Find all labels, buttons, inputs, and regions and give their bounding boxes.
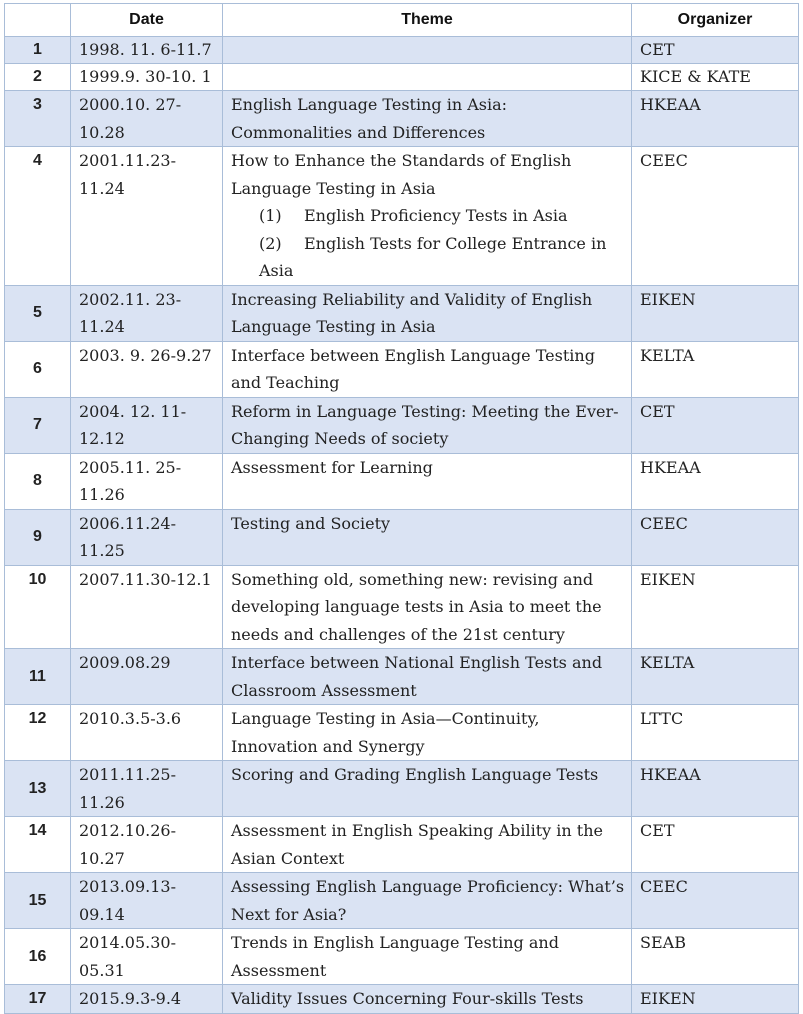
row-number: 6 (5, 341, 71, 397)
row-theme: Scoring and Grading English Language Tests (223, 761, 632, 817)
row-number: 15 (5, 873, 71, 929)
row-organizer: HKEAA (632, 453, 799, 509)
row-number: 5 (5, 285, 71, 341)
row-theme: Reform in Language Testing: Meeting the Ever-Changing Needs of society (223, 397, 632, 453)
row-theme (223, 147, 632, 286)
table-row (5, 285, 799, 341)
row-number: 8 (5, 453, 71, 509)
subitem-text: English Proficiency Tests in Asia (304, 206, 568, 225)
table-row (5, 397, 799, 453)
row-organizer: KELTA (632, 341, 799, 397)
row-date: 2003. 9. 26-9.27 (71, 341, 223, 397)
row-number: 13 (5, 761, 71, 817)
row-organizer: EIKEN (632, 985, 799, 1014)
row-organizer: CEEC (632, 147, 799, 286)
row-organizer: CEEC (632, 509, 799, 565)
row-number: 11 (5, 649, 71, 705)
row-theme: Increasing Reliability and Validity of English Language Testing in Asia (223, 285, 632, 341)
row-organizer: HKEAA (632, 91, 799, 147)
row-date: 2001.11.23-11.24 (71, 147, 223, 286)
row-theme: Testing and Society (223, 509, 632, 565)
row-theme: Trends in English Language Testing and Assessment (223, 929, 632, 985)
header-row (5, 4, 799, 37)
row-number: 17 (5, 985, 71, 1014)
row-date: 2004. 12. 11-12.12 (71, 397, 223, 453)
row-theme: Language Testing in Asia—Continuity, Innovation and Synergy (223, 705, 632, 761)
row-date: 2011.11.25-11.26 (71, 761, 223, 817)
row-organizer: KELTA (632, 649, 799, 705)
row-number: 14 (5, 817, 71, 873)
row-date: 2009.08.29 (71, 649, 223, 705)
row-number: 1 (5, 37, 71, 64)
row-organizer: EIKEN (632, 285, 799, 341)
table-row (5, 341, 799, 397)
subitem-number: (2) (259, 233, 282, 253)
table-row (5, 873, 799, 929)
table-row (5, 761, 799, 817)
row-organizer: CET (632, 817, 799, 873)
theme-subitem (231, 230, 625, 285)
table-row (5, 509, 799, 565)
header-number (5, 4, 71, 37)
table-row (5, 817, 799, 873)
theme-main-text: How to Enhance the Standards of English Language Testing in Asia (231, 151, 572, 198)
row-date: 2000.10. 27-10.28 (71, 91, 223, 147)
row-theme: Assessing English Language Proficiency: What’s Next for Asia? (223, 873, 632, 929)
row-theme: Something old, something new: revising and developing language tests in Asia to meet the needs and challenges of the 21st century (223, 565, 632, 649)
row-date: 2013.09.13-09.14 (71, 873, 223, 929)
row-number: 10 (5, 565, 71, 649)
row-organizer: CET (632, 397, 799, 453)
row-date: 1999.9. 30-10. 1 (71, 64, 223, 91)
row-theme (223, 64, 632, 91)
row-number: 9 (5, 509, 71, 565)
row-theme: Validity Issues Concerning Four-skills Tests (223, 985, 632, 1014)
table-row (5, 649, 799, 705)
row-theme: Interface between National English Tests and Classroom Assessment (223, 649, 632, 705)
row-number: 7 (5, 397, 71, 453)
table-row (5, 147, 799, 286)
row-date: 2005.11. 25-11.26 (71, 453, 223, 509)
table-row (5, 453, 799, 509)
conference-table (4, 3, 799, 1014)
header-date: Date (71, 4, 223, 37)
row-organizer: HKEAA (632, 761, 799, 817)
row-organizer: EIKEN (632, 565, 799, 649)
table-row (5, 64, 799, 91)
row-number: 3 (5, 91, 71, 147)
theme-subitem (231, 202, 625, 230)
row-theme: English Language Testing in Asia: Commonalities and Differences (223, 91, 632, 147)
row-number: 16 (5, 929, 71, 985)
row-theme: Assessment for Learning (223, 453, 632, 509)
header-theme: Theme (223, 4, 632, 37)
row-date: 2007.11.30-12.1 (71, 565, 223, 649)
row-theme (223, 37, 632, 64)
row-date: 2012.10.26-10.27 (71, 817, 223, 873)
table-row (5, 37, 799, 64)
row-date: 2014.05.30-05.31 (71, 929, 223, 985)
table-row (5, 705, 799, 761)
row-date: 2015.9.3-9.4 (71, 985, 223, 1014)
row-date: 2006.11.24-11.25 (71, 509, 223, 565)
table-row (5, 985, 799, 1014)
row-organizer: CET (632, 37, 799, 64)
header-organizer: Organizer (632, 4, 799, 37)
row-number: 4 (5, 147, 71, 286)
table-row (5, 91, 799, 147)
row-organizer: LTTC (632, 705, 799, 761)
subitem-text: English Tests for College Entrance in Asia (259, 233, 607, 280)
subitem-number: (1) (259, 206, 282, 225)
row-organizer: KICE & KATE (632, 64, 799, 91)
row-number: 2 (5, 64, 71, 91)
table-row (5, 929, 799, 985)
row-theme: Interface between English Language Testing and Teaching (223, 341, 632, 397)
row-theme: Assessment in English Speaking Ability in the Asian Context (223, 817, 632, 873)
row-number: 12 (5, 705, 71, 761)
row-date: 2002.11. 23-11.24 (71, 285, 223, 341)
row-organizer: CEEC (632, 873, 799, 929)
row-organizer: SEAB (632, 929, 799, 985)
row-date: 2010.3.5-3.6 (71, 705, 223, 761)
table-row (5, 565, 799, 649)
row-date: 1998. 11. 6-11.7 (71, 37, 223, 64)
